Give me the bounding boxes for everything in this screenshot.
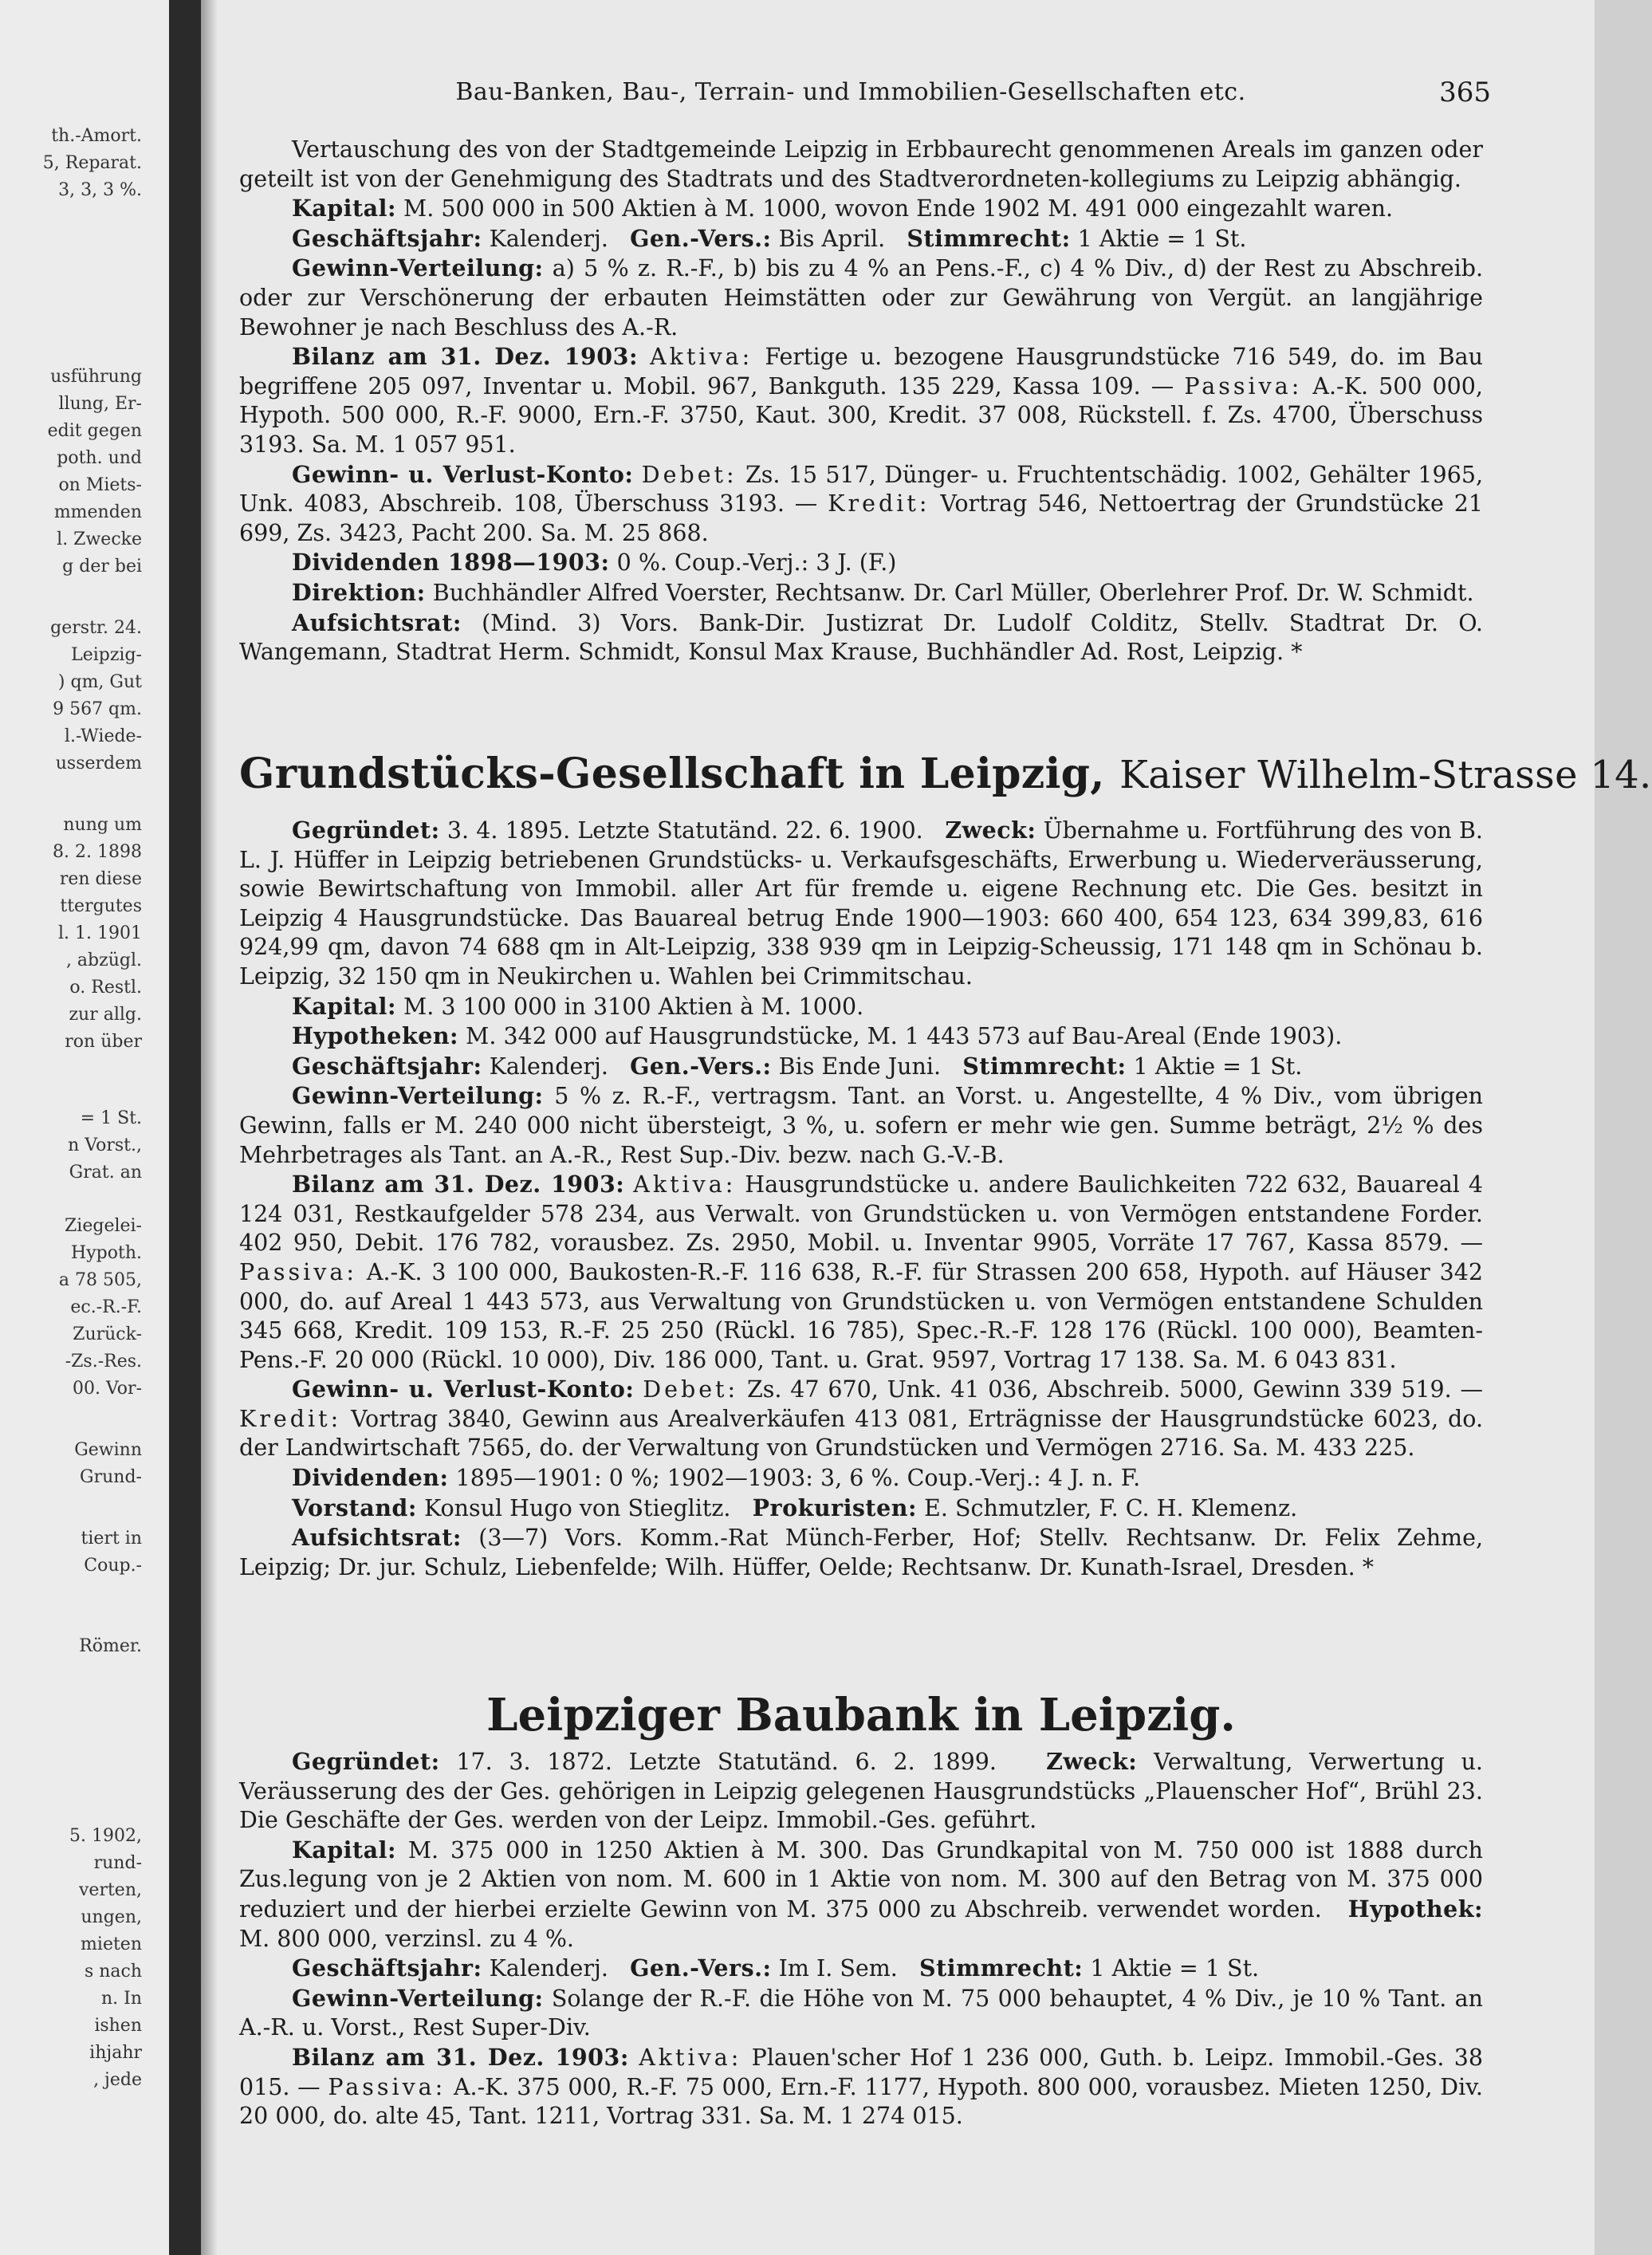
entry1-kapital: Kapital: M. 500 000 in 500 Aktien à M. 1000, wovon Ende 1902 M. 491 000 eingezahlt waren. [292,195,1394,222]
left-page-fragment: g der bei [62,557,142,577]
left-page-fragment: ungen, [81,1907,142,1927]
left-page-fragment: usführung [50,367,142,387]
page-number: 365 [1439,77,1491,108]
entry3-bilanz: Bilanz am 31. Dez. 1903: Aktiva: Plauen'scher Hof 1 236 000, Guth. b. Leipz. Immobil.-Ges. 38 015. — Passiva: A.-K. 375 000, R.-F. 75 000, Ern.-F. 1177, Hypoth. 800 000, vorausbez. Mieten 1250, Div. 20 000, do. alte 45, Tant. 1211, Vortrag 331. Sa. M. 1 274 015. [239,2043,1483,2130]
left-page-fragment: Grund- [80,1467,142,1487]
book-gutter [169,0,201,2255]
entry2-hypotheken: Hypotheken: M. 342 000 auf Hausgrundstücke, M. 1 443 573 auf Bau-Areal (Ende 1903). [292,1022,1343,1050]
left-page-fragment: s nach [84,1962,142,1981]
left-page-fragment: o. Restl. [69,978,142,998]
left-page-fragment: a 78 505, [58,1270,142,1290]
left-page-fragment: l. Zwecke [57,529,142,549]
left-page-fragment: th.-Amort. [51,126,142,146]
running-head: Bau-Banken, Bau-, Terrain- und Immobilien-Gesellschaften etc. [455,78,1246,106]
left-page-fragment: l. 1. 1901 [58,923,142,943]
entry2-kapital: Kapital: M. 3 100 000 in 3100 Aktien à M. 1000. [292,992,864,1020]
left-page-fragment: rund- [93,1853,142,1873]
entry3-title: Leipziger Baubank in Leipzig. [486,1689,1236,1741]
entry2-gegruendet: Gegründet: 3. 4. 1895. Letzte Statutänd. 22. 6. 1900. Zweck: Übernahme u. Fortführung des von B. L. J. Hüffer in Leipzig betriebenen Grundstücks- u. Verkaufsgeschäfts, Erwerbung u. Wiederveräusserung, sowie Bewirtschaftung von Immobil. aller Art für fremde u. eigene Rechnung etc. Die Ges. besitzt in Leipzig 4 Hausgrundstücke. Das Bauareal betrug Ende 1900—1903: 660 400, 654 123, 634 399,83, 616 924,99 qm, davon 74 688 qm in Alt-Leipzig, 338 939 qm in Leipzig-Scheussig, 171 148 qm in Schönau b. Leipzig, 32 150 qm in Neukirchen u. Wahlen bei Crimmitschau. [239,817,1483,990]
left-page-fragment: verten, [79,1880,142,1900]
entry2-guv: Gewinn- u. Verlust-Konto: Debet: Zs. 47 670, Unk. 41 036, Abschreib. 5000, Gewinn 339 519. — Kredit: Vortrag 3840, Gewinn aus Arealverkäufen 413 081, Erträgnisse der Hausgrundstücke 6023, do. der Landwirtschaft 7565, do. der Verwaltung von Grundstücken und Vermögen 2716. Sa. M. 433 225. [239,1375,1484,1462]
entry1-direktion: Direktion: Buchhändler Alfred Voerster, Rechtsanw. Dr. Carl Müller, Oberlehrer Prof. Dr. W. Schmidt. [292,578,1474,606]
left-page-fragment: usserdem [55,754,142,773]
adjacent-page-fragment [0,0,169,2255]
entry1-bilanz: Bilanz am 31. Dez. 1903: Aktiva: Fertige u. bezogene Hausgrundstücke 716 549, do. im Bau begriffene 205 097, Inventar u. Mobil. 967, Bankguth. 135 229, Kassa 109. — Passiva: A.-K. 500 000, Hypoth. 500 000, R.-F. 9000, Ern.-F. 3750, Kaut. 300, Kredit. 37 008, Rückstell. f. Zs. 4700, Überschuss 3193. Sa. M. 1 057 951. [239,343,1483,458]
entry2-bilanz: Bilanz am 31. Dez. 1903: Aktiva: Hausgrundstücke u. andere Baulichkeiten 722 632, Bauareal 4 124 031, Restkaufgelder 578 234, aus Verwalt. von Grundstücken u. von Vermögen entstandene Forder. 402 950, Debit. 176 782, vorausbez. Zs. 2950, Mobil. u. Inventar 9905, Vorräte 17 767, Kassa 8579. — Passiva: A.-K. 3 100 000, Baukosten-R.-F. 116 638, R.-F. für Strassen 200 658, Hypoth. auf Häuser 342 000, do. auf Areal 1 443 573, aus Verwaltung von Grundstücken u. von Vermögen entstandene Schulden 345 668, Kredit. 109 153, R.-F. 25 250 (Rückl. 16 785), Spec.-R.-F. 128 176 (Rückl. 100 000), Beamten-Pens.-F. 20 000 (Rückl. 10 000), Div. 186 000, Tant. u. Grat. 9597, Vortrag 17 138. Sa. M. 6 043 831. [239,1171,1484,1373]
left-page-fragment: , abzügl. [65,950,142,970]
entry2-vorstand: Vorstand: Konsul Hugo von Stieglitz. Prokuristen: E. Schmutzler, F. C. H. Klemenz. [292,1493,1298,1521]
left-page-fragment: n. In [100,1989,142,2009]
left-page-fragment: -Zs.-Res. [65,1352,142,1371]
left-page-fragment: mieten [81,1934,142,1954]
left-page-fragment: tiert in [81,1529,142,1549]
left-page-fragment: Römer. [79,1636,142,1656]
left-page-fragment: gerstr. 24. [50,618,142,638]
entry2-geschaeftsjahr: Geschäftsjahr: Kalenderj. Gen.-Vers.: Bis Ende Juni. Stimmrecht: 1 Aktie = 1 St. [292,1052,1303,1080]
left-page-fragment: l.-Wiede- [64,726,142,746]
left-page-fragment: 5. 1902, [69,1826,142,1846]
left-page-fragment: , jede [93,2070,142,2090]
left-page-fragment: Gewinn [74,1440,142,1460]
left-page-fragment: ec.-R.-F. [70,1297,142,1317]
left-page-fragment: 9 567 qm. [53,699,142,719]
entry3-gegruendet: Gegründet: 17. 3. 1872. Letzte Statutänd. 6. 2. 1899. Zweck: Verwaltung, Verwertung u. Veräusserung des der Ges. gehörigen in Leipzig gelegenen Hausgrundstücks „Plauenscher Hof“, Brühl 23. Die Geschäfte der Ges. werden von der Leipz. Immobil.-Ges. geführt. [239,1748,1483,1834]
left-page-fragment: ren diese [59,869,142,889]
left-page-fragment: ishen [94,2016,142,2036]
entry3-geschaeftsjahr: Geschäftsjahr: Kalenderj. Gen.-Vers.: Im I. Sem. Stimmrecht: 1 Aktie = 1 St. [292,1954,1260,1982]
entry2-title: Grundstücks-Gesellschaft in Leipzig, Kaiser Wilhelm-Strasse 14. [239,750,1652,798]
left-page-fragment: Zurück- [73,1324,142,1344]
left-page-fragment: ron über [65,1032,142,1052]
entry-continued [239,136,1483,667]
gutter-shadow [201,0,217,2255]
left-page-fragment: llung, Er- [58,394,142,414]
left-page-fragment: 5, Reparat. [42,153,142,173]
left-page-fragment: Grat. an [69,1163,142,1183]
left-page-fragment: ihjahr [89,2043,142,2063]
entry2-aufsichtsrat: Aufsichtsrat: (3—7) Vors. Komm.-Rat Münch-Ferber, Hof; Stellv. Rechtsanw. Dr. Felix Zehme, Leipzig; Dr. jur. Schulz, Liebenfelde; Wilh. Hüffer, Oelde; Rechtsanw. Dr. Kunath-Israel, Dresden. * [239,1524,1483,1580]
entry1-aufsichtsrat: Aufsichtsrat: (Mind. 3) Vors. Bank-Dir. Justizrat Dr. Ludolf Colditz, Stellv. Stadtrat Dr. O. Wangemann, Stadtrat Herm. Schmidt, Konsul Max Krause, Buchhändler Ad. Rost, Leipzig. * [239,608,1483,666]
entry2-gewinn-verteilung: Gewinn-Verteilung: 5 % z. R.-F., vertragsm. Tant. an Vorst. u. Angestellte, 4 % Div., vom übrigen Gewinn, falls er M. 240 000 nicht übersteigt, 3 %, u. sofern er mehr wie gen. Summe beträgt, 2½ % des Mehrbetrages als Tant. an A.-R., Rest Sup.-Div. bezw. nach G.-V.-B. [239,1082,1483,1168]
entry1-intro: Vertauschung des von der Stadtgemeinde Leipzig in Erbbaurecht genommenen Areals im ganzen oder geteilt ist von der Genehmigung des Stadtrats und des Stadtverordneten-kollegiums zu Leipzig abhängig. [239,136,1483,192]
left-page-fragment: 3, 3, 3 %. [58,180,142,200]
entry3-gewinn-verteilung: Gewinn-Verteilung: Solange der R.-F. die Höhe von M. 75 000 behauptet, 4 % Div., je 10 % Tant. an A.-R. u. Vorst., Rest Super-Div. [239,1984,1483,2041]
entry2-dividenden: Dividenden: 1895—1901: 0 %; 1902—1903: 3, 6 %. Coup.-Verj.: 4 J. n. F. [292,1464,1141,1492]
left-page-fragment: 8. 2. 1898 [53,842,142,862]
entry1-dividenden: Dividenden 1898—1903: 0 %. Coup.-Verj.: 3 J. (F.) [292,549,897,577]
entry2-body [239,816,1483,1582]
left-page-fragment: ttergutes [60,896,142,916]
left-page-fragment: = 1 St. [80,1108,142,1128]
entry3-body [239,1747,1483,2131]
left-page-fragment: 00. Vor- [72,1379,142,1399]
left-page-fragment: Hypoth. [71,1243,142,1263]
left-page-fragment: Ziegelei- [65,1216,142,1236]
left-page-fragment: n Vorst., [68,1135,142,1155]
left-page-fragment: poth. und [57,448,142,468]
left-page-fragment: on Miets- [58,475,142,495]
entry3-kapital: Kapital: M. 375 000 in 1250 Aktien à M. 300. Das Grundkapital von M. 750 000 ist 1888 durch Zus.legung von je 2 Aktien von nom. M. 600 in 1 Aktie von nom. M. 300 auf den Betrag von M. 375 000 reduziert und der hierbei erzielte Gewinn von M. 375 000 zu Abschreib. verwendet worden. Hypothek: M. 800 000, verzinsl. zu 4 %. [239,1836,1483,1952]
entry1-geschaeftsjahr: Geschäftsjahr: Kalenderj. Gen.-Vers.: Bis April. Stimmrecht: 1 Aktie = 1 St. [292,224,1247,252]
left-page-fragment: ) qm, Gut [57,672,142,692]
entry1-guv: Gewinn- u. Verlust-Konto: Debet: Zs. 15 517, Dünger- u. Fruchtentschädig. 1002, Gehälter 1965, Unk. 4083, Abschreib. 108, Überschuss 3193. — Kredit: Vortrag 546, Nettoertrag der Grundstücke 21 699, Zs. 3423, Pacht 200. Sa. M. 25 868. [239,460,1484,546]
left-page-fragment: zur allg. [69,1005,142,1025]
left-page-fragment: nung um [63,815,142,835]
left-page-fragment: Coup.- [84,1556,142,1576]
left-page-fragment: Leipzig- [71,645,142,665]
left-page-fragment: mmenden [53,502,142,522]
left-page-fragment: edit gegen [47,421,142,441]
entry1-gewinn-verteilung: Gewinn-Verteilung: a) 5 % z. R.-F., b) bis zu 4 % an Pens.-F., c) 4 % Div., d) der Rest zu Abschreib. oder zur Verschönerung der erbauten Heimstätten oder zur Gewährung von Vergüt. an langjährige Bewohner je nach Beschluss des A.-R. [239,254,1484,340]
